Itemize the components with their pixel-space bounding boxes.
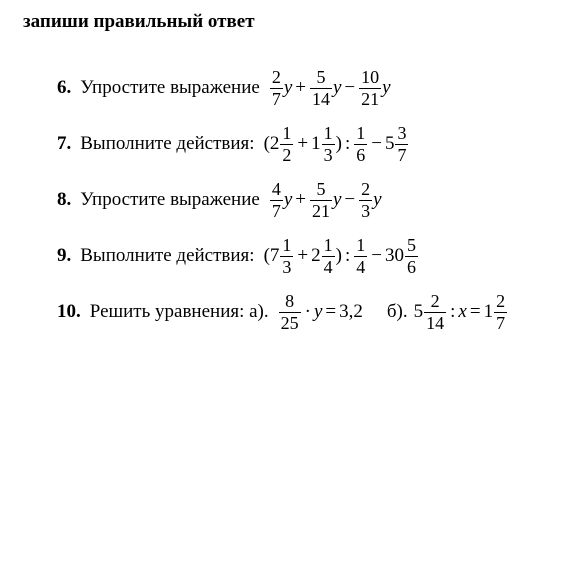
numerator: 1	[356, 234, 366, 255]
numerator: 5	[316, 178, 326, 199]
denominator: 4	[323, 256, 333, 277]
variable: y	[373, 189, 382, 210]
variable: y	[283, 77, 293, 98]
denominator: 6	[356, 144, 366, 165]
operator: =	[325, 301, 337, 322]
numerator: 10	[361, 66, 380, 87]
task-expression	[264, 123, 410, 166]
task-expression	[278, 291, 508, 334]
numerator: 2	[496, 290, 506, 311]
denominator: 14	[311, 88, 330, 109]
task-number: 9.	[57, 245, 72, 266]
task-text: Выполните действия:	[80, 133, 255, 154]
variable: x	[458, 301, 467, 322]
fraction	[280, 123, 293, 166]
denominator: 21	[361, 88, 380, 109]
numerator: 8	[285, 290, 295, 311]
numerator: 1	[282, 234, 292, 255]
operator: :	[450, 301, 456, 322]
math-text: 5	[384, 133, 395, 154]
denominator: 6	[406, 256, 416, 277]
fraction	[354, 235, 367, 278]
operator: −	[344, 189, 356, 210]
task-number: 8.	[57, 189, 72, 210]
math-text: 1	[483, 301, 494, 322]
fraction	[270, 179, 283, 222]
task-expression	[269, 179, 382, 222]
numerator: 5	[406, 234, 416, 255]
fraction	[405, 235, 418, 278]
denominator: 14	[426, 312, 445, 333]
fraction	[280, 235, 293, 278]
fraction	[322, 123, 335, 166]
fraction	[395, 123, 408, 166]
task-text: Упростите выражение	[80, 189, 260, 210]
fraction	[310, 67, 332, 110]
fraction	[354, 123, 367, 166]
fraction	[310, 179, 332, 222]
fraction	[359, 67, 381, 110]
task-10	[57, 287, 508, 337]
denominator: 7	[397, 144, 407, 165]
fraction	[322, 235, 335, 278]
denominator: 7	[496, 312, 506, 333]
task-9	[57, 231, 419, 281]
math-text: 30	[384, 245, 404, 266]
numerator: 1	[323, 122, 333, 143]
numerator: 1	[356, 122, 366, 143]
fraction	[424, 291, 446, 334]
denominator: 2	[282, 144, 292, 165]
operator: −	[371, 133, 382, 154]
math-text: )	[335, 245, 342, 266]
numerator: 5	[316, 66, 326, 87]
math-text: )	[335, 133, 342, 154]
numerator: 4	[271, 178, 281, 199]
task-text: Выполните действия:	[80, 245, 255, 266]
page-heading: запиши правильный ответ	[23, 11, 255, 32]
task-expression	[269, 67, 391, 110]
numerator: 2	[361, 178, 371, 199]
operator: −	[344, 77, 356, 98]
variable: y	[283, 189, 293, 210]
numerator: 1	[323, 234, 333, 255]
fraction	[494, 291, 507, 334]
denominator: 25	[280, 312, 299, 333]
math-text: б).	[386, 301, 408, 322]
task-6	[57, 63, 391, 113]
operator: +	[295, 189, 306, 210]
numerator: 1	[282, 122, 292, 143]
numerator: 2	[271, 66, 281, 87]
fraction	[279, 291, 301, 334]
operator: ·	[304, 301, 311, 322]
variable: y	[332, 77, 342, 98]
operator: :	[344, 133, 351, 154]
task-expression	[264, 235, 419, 278]
task-text: Решить уравнения: а).	[89, 301, 269, 322]
operator: +	[295, 77, 306, 98]
task-text: Упростите выражение	[80, 77, 260, 98]
denominator: 3	[323, 144, 333, 165]
operator: −	[371, 245, 382, 266]
math-text: 2	[311, 245, 321, 266]
denominator: 4	[356, 256, 366, 277]
denominator: 3	[282, 256, 292, 277]
variable: y	[332, 189, 342, 210]
denominator: 21	[311, 200, 330, 221]
task-number: 10.	[57, 301, 81, 322]
operator: +	[297, 245, 309, 266]
math-text: 5	[413, 301, 424, 322]
operator: +	[297, 133, 309, 154]
variable: y	[382, 77, 391, 98]
fraction	[270, 67, 283, 110]
fraction	[359, 179, 372, 222]
denominator: 7	[271, 88, 281, 109]
math-text: 1	[311, 133, 321, 154]
denominator: 7	[271, 200, 281, 221]
variable: y	[313, 301, 323, 322]
task-7	[57, 119, 409, 169]
task-number: 7.	[57, 133, 72, 154]
math-text: 3,2	[339, 301, 363, 322]
operator: :	[344, 245, 351, 266]
math-text: (2	[263, 133, 280, 154]
task-8	[57, 175, 382, 225]
task-number: 6.	[57, 77, 72, 98]
numerator: 3	[397, 122, 407, 143]
math-text: (7	[263, 245, 280, 266]
operator: =	[469, 301, 481, 322]
numerator: 2	[430, 290, 440, 311]
denominator: 3	[361, 200, 371, 221]
